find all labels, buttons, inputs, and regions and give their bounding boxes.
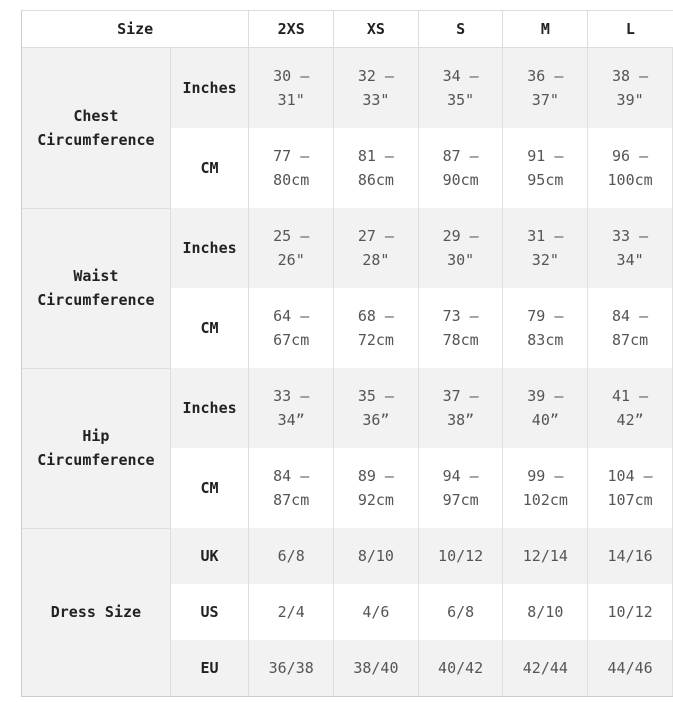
table-row: [22, 368, 673, 448]
unit-label: Inches: [170, 368, 249, 448]
measurement-value: [334, 368, 419, 448]
value-line: 42/44: [522, 659, 568, 677]
measurement-value: [334, 208, 419, 288]
measurement-value: [249, 48, 334, 129]
value-line: 6/8: [277, 547, 305, 565]
value-line: 64 –: [273, 307, 310, 325]
unit-label: Inches: [170, 48, 249, 129]
measurement-value: [249, 584, 334, 640]
measurement-value: [249, 208, 334, 288]
measurement-value: [334, 528, 419, 584]
value-line: 87cm: [273, 491, 310, 509]
value-line: 8/10: [527, 603, 564, 621]
unit-label: Inches: [170, 208, 249, 288]
measurement-value: [588, 528, 673, 584]
table-row: [22, 528, 673, 584]
value-line: 35": [447, 91, 475, 109]
value-line: 97cm: [442, 491, 479, 509]
value-line: 8/10: [357, 547, 394, 565]
value-line: 36/38: [268, 659, 314, 677]
measurement-value: [418, 448, 503, 528]
measurement-value: [588, 448, 673, 528]
value-line: 38/40: [353, 659, 399, 677]
value-line: 40/42: [438, 659, 484, 677]
measurement-value: [334, 448, 419, 528]
measurement-value: [249, 368, 334, 448]
measurement-value: [249, 528, 334, 584]
value-line: 6/8: [447, 603, 475, 621]
table-row: [22, 208, 673, 288]
value-line: 37": [531, 91, 559, 109]
value-line: 33 –: [612, 227, 649, 245]
value-line: 44/46: [607, 659, 653, 677]
measurement-value: [249, 128, 334, 208]
size-chart-table: [21, 10, 673, 697]
measurement-value: [588, 208, 673, 288]
value-line: 39 –: [527, 387, 564, 405]
value-line: 12/14: [522, 547, 568, 565]
category-name-line: Circumference: [37, 130, 155, 149]
measurement-value: [334, 48, 419, 129]
value-line: 42”: [616, 411, 644, 429]
value-line: 86cm: [357, 171, 394, 189]
size-column-header: S: [418, 11, 503, 48]
measurement-value: [418, 640, 503, 697]
value-line: 28": [362, 251, 390, 269]
measurement-category: [22, 368, 171, 528]
category-name-line: Circumference: [37, 451, 155, 469]
measurement-value: [503, 448, 588, 528]
measurement-value: [249, 448, 334, 528]
value-line: 77 –: [273, 147, 310, 165]
unit-label: EU: [170, 640, 249, 697]
measurement-value: [588, 640, 673, 697]
size-chart-container: [21, 10, 653, 696]
measurement-value: [249, 288, 334, 368]
measurement-value: [334, 584, 419, 640]
size-column-header: XS: [334, 11, 419, 48]
value-line: 30 –: [273, 67, 310, 85]
category-name-line: Waist: [73, 267, 119, 285]
size-column-header: L: [588, 11, 673, 48]
value-line: 83cm: [527, 331, 564, 349]
measurement-value: [588, 128, 673, 208]
value-line: 94 –: [442, 467, 479, 485]
value-line: 90cm: [442, 171, 479, 189]
measurement-value: [418, 584, 503, 640]
size-column-header: 2XS: [249, 11, 334, 48]
category-name-line: Hip: [82, 427, 110, 445]
measurement-value: [503, 368, 588, 448]
measurement-value: [334, 288, 419, 368]
value-line: 100cm: [607, 171, 653, 189]
value-line: 36 –: [527, 67, 564, 85]
size-header: Size: [22, 11, 249, 48]
measurement-value: [334, 640, 419, 697]
value-line: 67cm: [273, 331, 310, 349]
value-line: 10/12: [607, 603, 653, 621]
value-line: 99 –: [527, 467, 564, 485]
table-row: [22, 48, 673, 129]
value-line: 78cm: [442, 331, 479, 349]
measurement-value: [503, 48, 588, 129]
measurement-value: [503, 584, 588, 640]
measurement-value: [418, 288, 503, 368]
value-line: 102cm: [522, 491, 568, 509]
value-line: 35 –: [357, 387, 394, 405]
value-line: 91 –: [527, 147, 564, 165]
value-line: 104 –: [607, 467, 653, 485]
measurement-value: [418, 368, 503, 448]
value-line: 31": [277, 91, 305, 109]
value-line: 26": [277, 251, 305, 269]
value-line: 68 –: [357, 307, 394, 325]
measurement-value: [588, 368, 673, 448]
unit-label: UK: [170, 528, 249, 584]
value-line: 33": [362, 91, 390, 109]
value-line: 87cm: [612, 331, 649, 349]
value-line: 95cm: [527, 171, 564, 189]
value-line: 36”: [362, 411, 390, 429]
value-line: 84 –: [273, 467, 310, 485]
value-line: 4/6: [362, 603, 390, 621]
value-line: 87 –: [442, 147, 479, 165]
value-line: 41 –: [612, 387, 649, 405]
category-name-line: Chest: [73, 106, 119, 125]
unit-label: CM: [170, 128, 249, 208]
value-line: 29 –: [442, 227, 479, 245]
value-line: 72cm: [357, 331, 394, 349]
value-line: 32 –: [357, 67, 394, 85]
value-line: 27 –: [357, 227, 394, 245]
measurement-category: [22, 208, 171, 368]
value-line: 10/12: [438, 547, 484, 565]
measurement-value: [418, 528, 503, 584]
measurement-category: [22, 48, 171, 209]
measurement-value: [249, 640, 334, 697]
value-line: 79 –: [527, 307, 564, 325]
value-line: 14/16: [607, 547, 653, 565]
measurement-value: [503, 128, 588, 208]
value-line: 2/4: [277, 603, 305, 621]
value-line: 30": [447, 251, 475, 269]
value-line: 107cm: [607, 491, 653, 509]
category-name-line: Dress Size: [50, 603, 142, 622]
measurement-value: [503, 528, 588, 584]
value-line: 92cm: [357, 491, 394, 509]
unit-label: CM: [170, 288, 249, 368]
header-row: [22, 11, 673, 48]
value-line: 34": [616, 251, 644, 269]
value-line: 89 –: [357, 467, 394, 485]
measurement-value: [334, 128, 419, 208]
value-line: 38”: [447, 411, 475, 429]
unit-label: CM: [170, 448, 249, 528]
value-line: 25 –: [273, 227, 310, 245]
value-line: 34 –: [442, 67, 479, 85]
measurement-value: [588, 48, 673, 129]
measurement-value: [588, 288, 673, 368]
value-line: 80cm: [273, 171, 310, 189]
value-line: 96 –: [612, 147, 649, 165]
value-line: 84 –: [612, 307, 649, 325]
measurement-value: [503, 640, 588, 697]
measurement-value: [588, 584, 673, 640]
value-line: 31 –: [527, 227, 564, 245]
measurement-value: [418, 208, 503, 288]
value-line: 73 –: [442, 307, 479, 325]
category-name-line: Circumference: [37, 291, 155, 309]
value-line: 37 –: [442, 387, 479, 405]
value-line: 34”: [277, 411, 305, 429]
measurement-value: [503, 208, 588, 288]
size-column-header: M: [503, 11, 588, 48]
value-line: 33 –: [273, 387, 310, 405]
value-line: 81 –: [357, 147, 394, 165]
value-line: 40”: [531, 411, 559, 429]
measurement-value: [503, 288, 588, 368]
value-line: 39": [616, 91, 644, 109]
measurement-value: [418, 128, 503, 208]
measurement-value: [418, 48, 503, 129]
measurement-category: [22, 528, 171, 697]
value-line: 38 –: [612, 67, 649, 85]
unit-label: US: [170, 584, 249, 640]
value-line: 32": [531, 251, 559, 269]
